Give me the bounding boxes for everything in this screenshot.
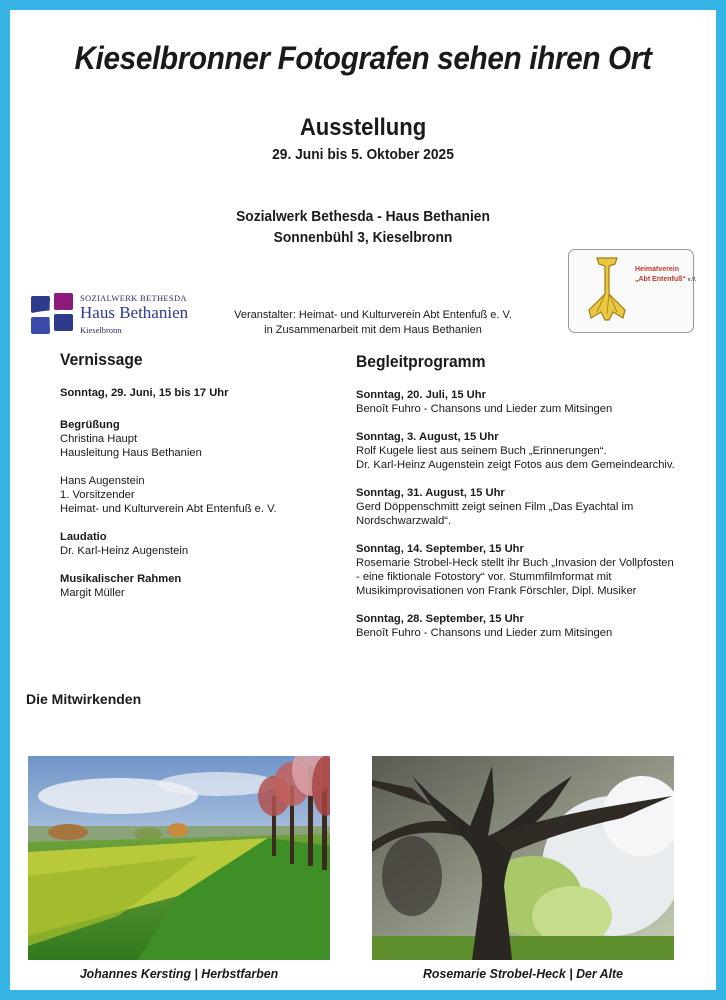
venue-address: Sonnenbühl 3, Kieselbronn (273, 229, 453, 246)
program-event (356, 542, 696, 598)
venue-name: Sozialwerk Bethesda - Haus Bethanien (236, 208, 490, 225)
program-event (356, 430, 696, 472)
duck-foot-emblem-icon (579, 254, 635, 328)
greeting-label: Begrüßung (60, 419, 120, 431)
cooperation-line: in Zusammenarbeit mit dem Haus Bethanien (264, 324, 482, 336)
event-date: Sonntag, 14. September, 15 Uhr (356, 543, 524, 555)
heimatverein-logo-line2 (635, 276, 696, 283)
second-speaker-block (60, 474, 350, 516)
event-line: Gerd Döppenschmitt zeigt seinen Film „Das Eyachtal im (356, 501, 634, 513)
program-heading: Begleitprogramm (356, 352, 486, 371)
laudatio-label: Laudatio (60, 531, 107, 543)
bethanien-logo-name: Haus Bethanien (80, 303, 189, 322)
heimatverein-name: „Abt Entenfuß“ (635, 276, 686, 283)
vernissage-date: Sonntag, 29. Juni, 15 bis 17 Uhr (60, 387, 229, 399)
event-line: - eine fiktionale Fotostory“ vor. Stummfilmformat mit (356, 571, 612, 583)
vernissage-heading: Vernissage (60, 350, 143, 369)
bethanien-cross-icon (30, 292, 74, 336)
speaker-line: 1. Vorsitzender (60, 489, 135, 501)
laudatio-block (60, 530, 350, 558)
organizer-line: Veranstalter: Heimat- und Kulturverein Abt Entenfuß e. V. (234, 309, 512, 321)
old-tree-image (372, 756, 674, 960)
music-label: Musikalischer Rahmen (60, 573, 182, 585)
music-name: Margit Müller (60, 587, 125, 599)
greeting-block (60, 418, 350, 460)
vernissage-details (60, 386, 350, 614)
event-line: Rosemarie Strobel-Heck stellt ihr Buch „Invasion der Vollpfosten (356, 557, 674, 569)
flyer-page (10, 10, 716, 990)
photo-caption: Rosemarie Strobel-Heck | Der Alte (422, 966, 623, 981)
organizer-info (228, 308, 518, 338)
photo-herbstfarben (28, 756, 330, 960)
bethanien-logo-place: Kieselbronn (80, 325, 122, 335)
exhibition-heading: Ausstellung (299, 114, 427, 141)
event-line: Benoît Fuhro - Chansons und Lieder zum Mitsingen (356, 627, 613, 639)
heimatverein-ev: e.V. (687, 277, 697, 283)
event-line: Musikimprovisationen von Frank Förschler, Dipl. Musiker (356, 585, 637, 597)
meadow-landscape-image (28, 756, 330, 960)
event-date: Sonntag, 20. Juli, 15 Uhr (356, 389, 486, 401)
event-line: Nordschwarzwald“. (356, 515, 452, 527)
program-list (356, 388, 696, 654)
event-date: Sonntag, 3. August, 15 Uhr (356, 431, 499, 443)
event-line: Rolf Kugele liest aus seinem Buch „Erinnerungen“. (356, 445, 607, 457)
heimatverein-logo-line1: Heimatverein (635, 266, 679, 273)
bethanien-logo-subtitle: SOZIALWERK BETHESDA (80, 293, 187, 303)
heimatverein-logo (568, 249, 697, 333)
greeting-line: Hausleitung Haus Bethanien (60, 447, 202, 459)
speaker-line: Hans Augenstein (60, 475, 145, 487)
music-block (60, 572, 350, 600)
program-event (356, 612, 696, 640)
photo-der-alte (372, 756, 674, 960)
greeting-line: Christina Haupt (60, 433, 138, 445)
event-line: Dr. Karl-Heinz Augenstein zeigt Fotos aus dem Gemeindearchiv. (356, 459, 675, 471)
exhibition-dates: 29. Juni bis 5. Oktober 2025 (272, 146, 454, 163)
program-event (356, 486, 696, 528)
page-title: Kieselbronner Fotografen sehen ihren Ort (74, 40, 652, 76)
event-date: Sonntag, 28. September, 15 Uhr (356, 613, 524, 625)
event-line: Benoît Fuhro - Chansons und Lieder zum Mitsingen (356, 403, 613, 415)
photo-caption: Johannes Kersting | Herbstfarben (79, 966, 279, 981)
haus-bethanien-logo (30, 292, 220, 336)
event-date: Sonntag, 31. August, 15 Uhr (356, 487, 505, 499)
program-event (356, 388, 696, 416)
contributors-heading: Die Mitwirkenden (26, 691, 142, 707)
laudatio-name: Dr. Karl-Heinz Augenstein (60, 545, 189, 557)
speaker-line: Heimat- und Kulturverein Abt Entenfuß e. V. (60, 503, 277, 515)
